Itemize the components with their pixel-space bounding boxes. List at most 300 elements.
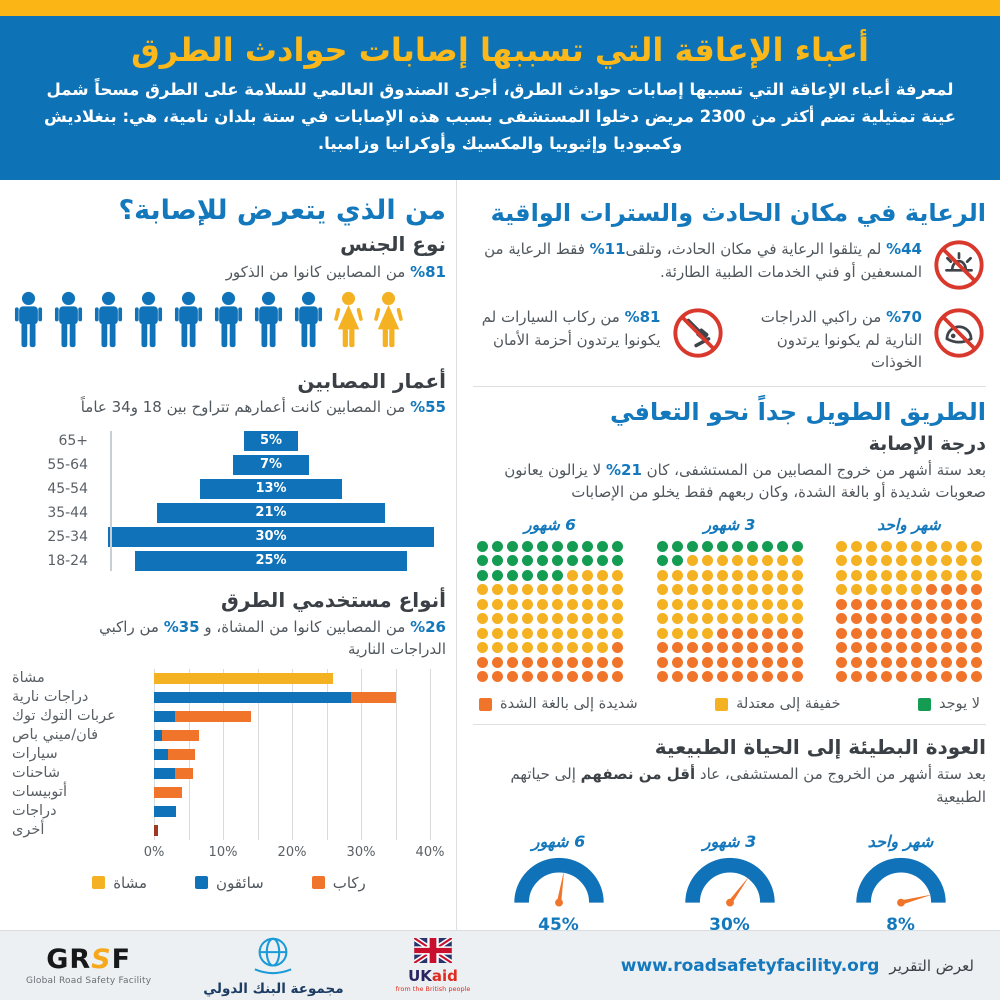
dot <box>792 671 803 682</box>
road-user-category-label: سيارات <box>12 746 58 763</box>
dot <box>971 555 982 566</box>
dot <box>732 555 743 566</box>
female-person-icon <box>332 291 365 353</box>
dot <box>941 628 952 639</box>
dot <box>537 599 548 610</box>
dot <box>777 657 788 668</box>
dot <box>911 657 922 668</box>
female-person-icon <box>372 291 405 353</box>
dot <box>567 642 578 653</box>
recovery-gauge <box>494 832 624 930</box>
dot <box>477 584 488 595</box>
recovery-gauge <box>836 832 966 930</box>
dot <box>896 541 907 552</box>
dot <box>941 599 952 610</box>
dot <box>702 555 713 566</box>
dot <box>851 584 862 595</box>
dot <box>941 584 952 595</box>
dot <box>582 642 593 653</box>
dot <box>672 584 683 595</box>
gender-pictogram-row <box>12 291 446 353</box>
dot <box>612 613 623 624</box>
dot <box>971 613 982 624</box>
dot <box>612 541 623 552</box>
dot <box>777 671 788 682</box>
bar-segment <box>154 825 158 836</box>
dot <box>507 671 518 682</box>
legend-swatch <box>312 876 325 889</box>
dot <box>732 599 743 610</box>
road-user-row <box>12 764 446 783</box>
dot <box>702 570 713 581</box>
dot <box>732 613 743 624</box>
dot <box>687 584 698 595</box>
dot <box>896 671 907 682</box>
dot <box>567 570 578 581</box>
dot <box>747 613 758 624</box>
dot <box>537 642 548 653</box>
dot <box>492 657 503 668</box>
dot <box>582 628 593 639</box>
dot <box>597 541 608 552</box>
dot <box>911 555 922 566</box>
dot <box>552 613 563 624</box>
dot <box>956 642 967 653</box>
injury-degree-text: بعد ستة أشهر من خروج المصابين من المستشفى، كان %21 لا يزالون يعانون صعوبات شديدة أو بالغة الشدة، وكان ربعهم فقط يخلو من الإصابات <box>504 460 986 501</box>
road-user-stacked-bar <box>154 673 333 684</box>
bar-segment <box>168 749 196 760</box>
age-bar <box>233 455 309 475</box>
dot <box>866 599 877 610</box>
dot <box>537 657 548 668</box>
dot <box>896 555 907 566</box>
dot <box>896 570 907 581</box>
dot <box>732 642 743 653</box>
dot <box>926 584 937 595</box>
dot <box>537 570 548 581</box>
bar-segment <box>175 711 251 722</box>
stat-value: %11 <box>589 240 626 258</box>
dot <box>477 541 488 552</box>
gauge-value: 30% <box>709 915 750 930</box>
dot <box>552 628 563 639</box>
dot <box>911 570 922 581</box>
dot <box>747 570 758 581</box>
dot <box>762 599 773 610</box>
dot <box>657 541 668 552</box>
dot <box>687 671 698 682</box>
dot <box>956 657 967 668</box>
road-user-category-label: أخرى <box>12 822 45 839</box>
dot-matrix-title: 6 شهور <box>524 515 576 534</box>
dot <box>851 541 862 552</box>
age-tick-label: 35-44 <box>47 504 88 521</box>
dot <box>492 628 503 639</box>
recovery-section-title: الطريق الطويل جداً نحو التعافي <box>609 397 986 426</box>
dot <box>762 541 773 552</box>
grsf-caption: Global Road Safety Facility <box>26 975 152 986</box>
website-link[interactable]: www.roadsafetyfacility.org <box>620 955 880 976</box>
dot <box>657 599 668 610</box>
dot <box>881 541 892 552</box>
dot <box>762 555 773 566</box>
ukaid-flag-icon <box>414 938 452 967</box>
age-bar-track <box>102 455 440 475</box>
stat-value: %21 <box>605 460 642 479</box>
dot <box>507 599 518 610</box>
care-section-title: الرعاية في مكان الحادث والسترات الواقية <box>490 199 986 227</box>
dot <box>866 570 877 581</box>
dot <box>941 613 952 624</box>
dot <box>911 613 922 624</box>
dot <box>672 628 683 639</box>
page-title: أعباء الإعاقة التي تسببها إصابات حوادث الطرق <box>131 31 869 69</box>
no-helmet-icon <box>932 306 986 364</box>
dot <box>717 555 728 566</box>
road-user-stacked-bar <box>154 711 251 722</box>
dot <box>926 541 937 552</box>
dot <box>881 584 892 595</box>
dot <box>911 599 922 610</box>
road-user-category-label: فان/ميني باص <box>12 727 99 744</box>
dot <box>926 570 937 581</box>
no-roadside-care-icon <box>932 238 986 296</box>
dot <box>896 584 907 595</box>
dot <box>926 671 937 682</box>
dot <box>717 613 728 624</box>
dot <box>911 541 922 552</box>
dot-matrix-grid <box>477 541 623 683</box>
dot <box>507 628 518 639</box>
road-user-stacked-bar <box>154 730 199 741</box>
dot <box>657 642 668 653</box>
age-tick-label: 45-54 <box>47 480 88 497</box>
dot <box>702 671 713 682</box>
dot <box>582 555 593 566</box>
male-person-icon <box>292 291 325 353</box>
dot <box>881 657 892 668</box>
road-user-row <box>12 802 446 821</box>
legend-swatch <box>92 876 105 889</box>
no-seatbelt-item <box>473 306 725 374</box>
dot-matrix-title: شهر واحد <box>877 515 941 534</box>
dot <box>492 584 503 595</box>
dot <box>477 671 488 682</box>
age-bar-track <box>102 431 440 451</box>
road-user-category-label: مشاة <box>12 670 45 687</box>
legend-swatch <box>195 876 208 889</box>
road-user-row <box>12 745 446 764</box>
dot <box>956 671 967 682</box>
dot <box>866 555 877 566</box>
dot <box>477 599 488 610</box>
age-bar <box>157 503 385 523</box>
dot <box>836 642 847 653</box>
ages-stat-text: %55 من المصابين كانت أعمارهم تتراوح بين 18 و34 عاماً <box>80 398 446 417</box>
dot <box>851 599 862 610</box>
dot <box>956 570 967 581</box>
dot <box>687 657 698 668</box>
dot <box>672 657 683 668</box>
dot <box>747 671 758 682</box>
report-link-block <box>621 956 974 976</box>
dot <box>612 570 623 581</box>
gauge-value: 45% <box>538 915 579 930</box>
dot <box>552 642 563 653</box>
dot <box>836 570 847 581</box>
dot <box>702 541 713 552</box>
dot <box>522 613 533 624</box>
x-axis-tick-label: 0% <box>143 844 165 860</box>
dot <box>777 642 788 653</box>
dot <box>747 657 758 668</box>
road-user-row <box>12 821 446 840</box>
dot <box>971 628 982 639</box>
dot <box>866 628 877 639</box>
stat-value: %35 <box>163 617 200 636</box>
left-column <box>0 180 456 930</box>
dot <box>956 599 967 610</box>
worldbank-label: مجموعة البنك الدولي <box>203 981 344 997</box>
dot <box>911 628 922 639</box>
age-bar <box>244 431 298 451</box>
age-axis-line <box>110 431 112 571</box>
age-row <box>16 501 440 525</box>
worldbank-logo <box>203 934 343 997</box>
report-label: لعرض التقرير <box>889 956 974 975</box>
dot-matrix-group <box>836 516 982 683</box>
dot <box>866 642 877 653</box>
dot <box>851 628 862 639</box>
dot <box>956 555 967 566</box>
stat-value: %26 <box>410 617 446 636</box>
dot <box>477 613 488 624</box>
dot <box>492 671 503 682</box>
dot <box>941 657 952 668</box>
dot <box>971 599 982 610</box>
dot <box>762 628 773 639</box>
road-users-plot <box>12 669 446 840</box>
dot <box>777 628 788 639</box>
dot <box>672 671 683 682</box>
dot <box>537 541 548 552</box>
dot <box>941 671 952 682</box>
dot <box>911 584 922 595</box>
bar-segment <box>154 711 175 722</box>
dot <box>836 599 847 610</box>
dot <box>926 555 937 566</box>
dot <box>717 570 728 581</box>
grsf-logo <box>26 943 152 986</box>
stat-value: %44 <box>886 240 922 258</box>
dot <box>477 657 488 668</box>
dot <box>732 541 743 552</box>
dot <box>926 599 937 610</box>
dot <box>537 671 548 682</box>
age-row <box>16 477 440 501</box>
bar-segment <box>154 768 175 779</box>
x-axis-tick-label: 40% <box>415 844 445 860</box>
dot <box>567 584 578 595</box>
age-bar <box>200 479 341 499</box>
dot <box>552 584 563 595</box>
dot <box>522 657 533 668</box>
dot <box>597 584 608 595</box>
crash-scene-care-section <box>473 190 986 374</box>
dot <box>507 555 518 566</box>
severity-legend-item <box>715 696 840 712</box>
dot <box>747 555 758 566</box>
who-section-title: من الذي يتعرض للإصابة؟ <box>118 195 446 226</box>
road-user-stacked-bar <box>154 749 195 760</box>
dot <box>762 613 773 624</box>
dot <box>537 584 548 595</box>
dot <box>851 657 862 668</box>
dot <box>552 599 563 610</box>
dot <box>582 584 593 595</box>
dot <box>732 657 743 668</box>
x-axis-tick-label: 30% <box>346 844 376 860</box>
male-person-icon <box>132 291 165 353</box>
dot <box>702 584 713 595</box>
no-seatbelt-icon <box>671 306 725 364</box>
legend-item <box>92 874 147 892</box>
road-user-category-label: عربات التوك توك <box>12 708 116 725</box>
dot <box>971 584 982 595</box>
severity-legend <box>473 696 986 712</box>
top-accent-strip <box>0 0 1000 16</box>
dot <box>866 671 877 682</box>
return-to-normal-section <box>473 724 986 930</box>
age-row <box>16 525 440 549</box>
dot <box>717 541 728 552</box>
stat-value: %70 <box>886 308 922 326</box>
dot <box>522 599 533 610</box>
ukaid-wordmark <box>408 969 458 984</box>
age-bar <box>108 527 434 547</box>
dot <box>477 642 488 653</box>
dot <box>836 613 847 624</box>
bar-segment <box>154 749 168 760</box>
dot <box>687 555 698 566</box>
severity-legend-swatch <box>479 698 492 711</box>
dot <box>477 570 488 581</box>
grsf-gr: GR <box>46 943 92 975</box>
dot <box>762 642 773 653</box>
dot <box>926 657 937 668</box>
dot <box>941 555 952 566</box>
dot <box>597 657 608 668</box>
dot <box>612 584 623 595</box>
legend-item <box>195 874 264 892</box>
dot <box>492 613 503 624</box>
no-helmet-text: %70 من راكبي الدراجات النارية لم يكونوا يرتدون الخوذات <box>760 308 922 371</box>
dot <box>702 628 713 639</box>
dot <box>582 671 593 682</box>
dot <box>792 599 803 610</box>
bar-segment <box>175 768 194 779</box>
dot <box>657 628 668 639</box>
dot <box>567 555 578 566</box>
dot <box>687 541 698 552</box>
ukaid-caption: from the British people <box>395 985 471 993</box>
dot <box>747 628 758 639</box>
ukaid-uk: UK <box>408 967 432 985</box>
dot <box>492 599 503 610</box>
dot <box>657 570 668 581</box>
dot <box>612 599 623 610</box>
no-roadside-care-item <box>473 238 986 296</box>
severity-legend-label: لا يوجد <box>939 696 980 712</box>
dot <box>597 642 608 653</box>
dot <box>747 642 758 653</box>
age-bar <box>135 551 407 571</box>
dot <box>702 657 713 668</box>
dot <box>717 599 728 610</box>
age-row <box>16 429 440 453</box>
dot <box>567 657 578 668</box>
road-user-category-label: أتوبيسات <box>12 784 67 801</box>
dot <box>732 628 743 639</box>
dot <box>717 671 728 682</box>
dot <box>866 657 877 668</box>
age-bar-chart <box>16 429 440 573</box>
dot <box>597 555 608 566</box>
dot-matrix-grid <box>657 541 803 683</box>
no-seatbelt-text: %81 من ركاب السيارات لم يكونوا يرتدون أحزمة الأمان <box>481 308 661 349</box>
road-user-row <box>12 688 446 707</box>
road-user-row <box>12 707 446 726</box>
dot <box>522 671 533 682</box>
ages-title: أعمار المصابين <box>297 369 446 394</box>
age-tick-label: 25-34 <box>47 528 88 545</box>
dot <box>896 657 907 668</box>
bold-text: أقل من نصفهم <box>580 765 696 783</box>
road-user-row <box>12 726 446 745</box>
grsf-f: F <box>111 943 132 975</box>
male-person-icon <box>212 291 245 353</box>
dot <box>672 642 683 653</box>
recovery-gauges-row <box>473 832 986 930</box>
dot <box>597 613 608 624</box>
dot <box>851 642 862 653</box>
dot <box>687 599 698 610</box>
dot <box>792 570 803 581</box>
dot <box>836 555 847 566</box>
dot-matrix-group <box>657 516 803 683</box>
dot <box>777 541 788 552</box>
dot <box>851 570 862 581</box>
dot <box>537 628 548 639</box>
x-axis-tick-label: 10% <box>208 844 238 860</box>
dot <box>732 570 743 581</box>
dot <box>881 570 892 581</box>
dot <box>971 570 982 581</box>
road-users-title: أنواع مستخدمي الطرق <box>221 587 446 612</box>
dot <box>762 570 773 581</box>
dot <box>956 628 967 639</box>
age-bar-track <box>102 479 440 499</box>
dot <box>956 584 967 595</box>
dot <box>657 584 668 595</box>
dot <box>717 628 728 639</box>
dot <box>762 657 773 668</box>
dot <box>612 628 623 639</box>
bar-segment <box>154 692 351 703</box>
dot <box>582 570 593 581</box>
stat-value: %55 <box>410 398 446 417</box>
age-bar-track <box>102 527 440 547</box>
